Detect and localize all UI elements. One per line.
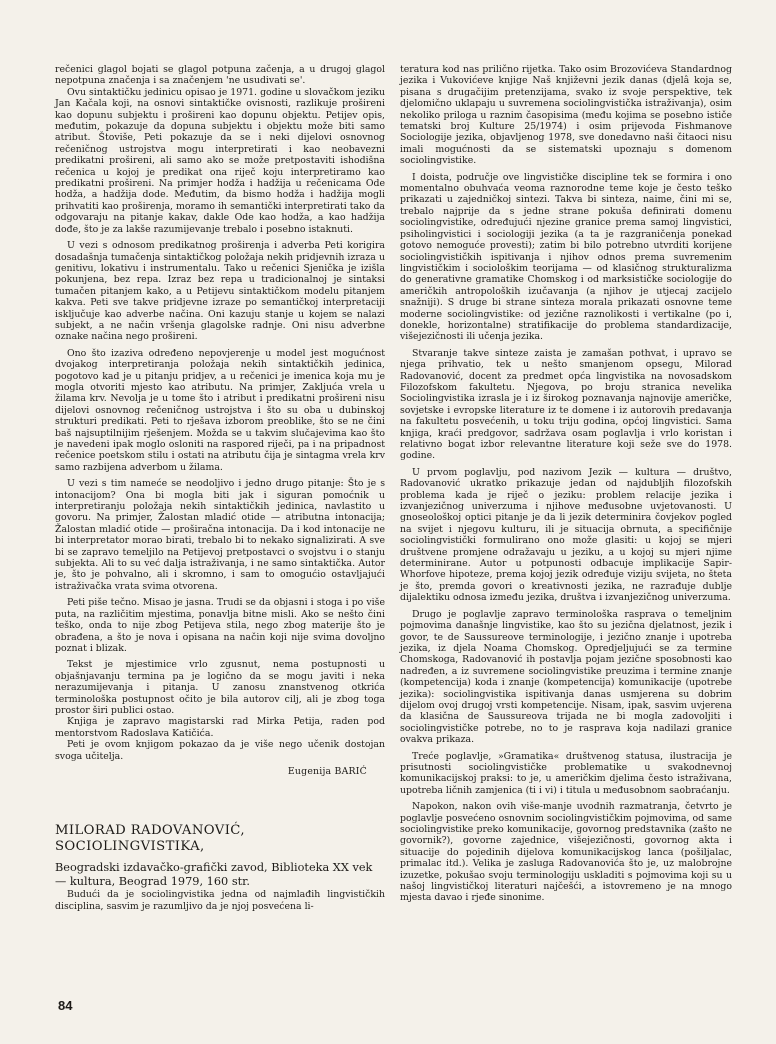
paragraph: Tekst je mjestimice vrlo zgusnut, nema postupnosti u objašnjavanju termina pa je logično da se mogu javiti i neka nerazumijevanja i pitanja. U zanosu znanstvenog otkrića terminološka postupnost očito je bila autorov cilj, ali je zbog toga prostor širi publici ostao. (55, 659, 385, 716)
paragraph: Ono što izaziva određeno nepovjerenje u model jest mogućnost dvojakog interpretiranja položaja nekih sintaktičkih jedinica, pogotovo kad je u pitanju pridjev, a u rečenici je imenica koja mu je mogla otvoriti mjesto kao atributu. Na primjer, Zakljuća vrela u žilama krv. Nevolja je u tome što i atribut i predikatni prošireni nisu dijelovi osnovnog rečeničnog ustrojstva i što su oba u dubinskoj strukturi predikati. Peti to rješava izborom preoblike, što se ne čini baš najsuptilnijim rješenjem. Možda se u takvim slučajevima kao što je navedeni ipak moglo osloniti na raspored riječi, pa i na pripadnost rečenice poetskom stilu i ostati na atributu čija je sintagma vrela krv samo razbijena adverbom u žilama. (55, 347, 385, 473)
paragraph: Ovu sintaktičku jedinicu opisao je 1971. godine u slovačkom jeziku Jan Kačala koji, na osnovi sintaktičke ovisnosti, razlikuje prošireni kao dopunu subjektu i prošireni kao dopunu objektu. Petijev opis, međutim, pokazuje da dopuna subjektu i objektu može biti samo atribut. Štoviše, Peti pokazuje da se i neki dijelovi osnovnog rečeničnog ustrojstva mogu interpretirati i kao neobavezni predikatni prošireni, ali samo ako se može pretpostaviti ishodišna rečenica u kojoj je predikat ona riječ koju interpretiramo kao predikatni prošireni. Na primjer hodža i hadžija u rečenicama Ode hodža, a hadžija dode. Međutim, da bismo hodža i hadžija mogli prihvatiti kao proširenja, moramo ih semantički interpretirati tako da odgovaraju na pitanje kakav, dakle Ode kao hodža, a kao hadžija dođe, što je za lakše razumijevanje trebalo i posebno istaknuti. (55, 86, 385, 235)
page-number: 84 (58, 998, 73, 1013)
paragraph: rečenici glagol bojati se glagol potpuna začenja, a u drugoj glagol nepotpuna značenja i sa značenjem 'ne usudivati se'. (55, 64, 385, 87)
paragraph: Drugo je poglavlje zapravo terminološka rasprava o temeljnim pojmovima današnje lingvistike, kao što su jezična djelatnost, jezik i govor, te de Saussureove terminologije, i jezično znanje i upotreba jezika, iz djela Noama Chomskog. Opredjeljujući se za termine Chomskoga, Radovanović ih postavlja pojam jezične sposobnosti kao nadređen, a iz suvremene sociolingvistike preuzima i termine znanje (kompetencija) koda i znanje (kompetencija) komunikacije (upotrebe jezika): sociolingvistika ispitivanja danas usmjerena su dobrim dijelom ovoj drugoj vrsti kompetencije. Nisam, ipak, sasvim uvjerena da klasična de Saussureova trijada ne bi mogla zadovoljiti i sociolingvističke potrebe, no to je rasprava koja nadilazi granice ovakva prikaza. (400, 608, 732, 746)
paragraph: Budući da je sociolingvistika jedna od najmlađih lingvističkih disciplina, sasvim je razumljivo da je njoj posvećena li- (55, 889, 385, 912)
review-signature: Eugenija BARIĆ (287, 765, 367, 777)
paragraph: Peti piše tečno. Misao je jasna. Trudi se da objasni i stoga i po više puta, na različitim mjestima, ponavlja bitne misli. Ako se nešto čini teško, onda to nije zbog Petijeva stila, nego zbog materije što je obrađena, a što je nova i opisana na način koji nije svima dovoljno poznat i blizak. (55, 597, 385, 654)
left-column (55, 64, 385, 912)
paragraph: U vezi s odnosom predikatnog proširenja i adverba Peti korigira dosadašnja tumačenja sintaktičkog položaja nekih pridjevnih izraza u genitivu, lokativu i instrumentalu. Tako u rečenici Sjenička je izišla pokunjena, bez repa. Izraz bez repa u tradicionalnoj je sintaksi tumačen pitanjem kako, a u Petijevu sintaktičkom modelu pitanjem kakva. Peti sve takve pridjevne izraze po semantičkoj interpretaciji isključuje kao adverbe načina. Oni kazuju stanje u kojem se nalazi subjekt, a ne način vršenja glagolske radnje. Oni nisu adverbne oznake načina nego prošireni. (55, 240, 385, 343)
right-column (400, 64, 732, 904)
paragraph: Napokon, nakon ovih više-manje uvodnih razmatranja, četvrto je poglavlje posvećeno osnovnim sociolingvističkim pojmovima, od same sociolingvistike preko komunikacije, govornog predstavnika (zašto ne govornik?), govorne zajednice, višejezičnosti, govornog akta i situacije do pojedinih dijelova komunikacijskog lanca (pošiljalac, primalac itd.). Velika je zasluga Radovanovića što je, uz malobrojne izuzetke, pokušao svoju terminologiju uskladiti s pojmovima koji su u našoj lingvističkoj literaturi najčešći, a istovremeno je na mnogo mjesta davao i rjeđe sinonime. (400, 801, 732, 904)
review-heading: MILORAD RADOVANOVIĆ, SOCIOLINGVISTIKA, (55, 823, 245, 854)
paragraph: Treće poglavlje, »Gramatika« društvenog statusa, ilustracija je prisutnosti sociolingvističke problematike u svakodnevnoj komunikacijskoj praksi: to je, u američkim djelima često istraživana, upotreba ličnih zamjenica (ti i vi) i titula u međusobnom saobraćanju. (400, 750, 732, 796)
review-publication-info: Beogradski izdavačko-grafički zavod, Biblioteka XX vek — kultura, Beograd 1979, 160 str. (55, 861, 373, 889)
paragraph: teratura kod nas prilično rijetka. Tako osim Brozovićeva Standardnog jezika i Vukovićeve knjige Naš književni jezik danas (djelâ koja se, pisana s drugačijim pretenzijama, svako iz svoje perspektive, tek djelomično uklapaju u suvremena sociolingvistička istraživanja), osim nekoliko priloga u raznim časopisima (među kojima se posebno ističe tematski broj Kulture 25/1974) i osim prijevoda Fishmanove Sociologije jezika, objavljenog 1978, sve donedavno naši čitaoci nisu imali mogućnosti da se sistematski upoznaju s domenom sociolingvistike. (400, 64, 732, 167)
paragraph: U prvom poglavlju, pod nazivom Jezik — kultura — društvo, Radovanović ukratko prikazuje jedan od najdubljih filozofskih problema kada je riječ o jeziku: problem relacije jezika i izvanjezičnog univerzuma i njihove međusobne uvjetovanosti. U gnoseološkoj optici pitanje je da li jezik determinira čovjekov pogled na svijet i njegovu kulturu, ili je situacija obrnuta, a specifičnije sociolingvistički formulirano ono može glasiti: u kojoj se mjeri društvene promjene odražavaju u jeziku, a u kojoj su mjeri njime determinirane. Autor u potpunosti odbacuje implikacije Sapir-Whorfove hipoteze, prema kojoj jezik određuje viziju svijeta, no šteta je što, premda govori o kreativnosti jezika, ne razrađuje dublje dijalektiku odnosa između jezika, društva i izvanjezičnog univerzuma. (400, 466, 732, 604)
paragraph: Stvaranje takve sinteze zaista je zamašan pothvat, i upravo se njega prihvatio, tek u nešto smanjenom opsegu, Milorad Radovanović, docent za predmet opća lingvistika na novosadskom Filozofskom fakultetu. Njegova, po broju stranica nevelika Sociolingvistika izrasla je i iz širokog poznavanja najnovije američke, sovjetske i evropske literature iz te domene i iz autorovih predavanja na fakultetu posvećenih, u toku triju godina, općoj lingvistici. Sama knjiga, kraći predgovor, sadržava osam poglavlja i vrlo koristan i relativno bogat izbor relevantne literature koji seže sve do 1978. godine. (400, 347, 732, 462)
paragraph: I doista, područje ove lingvističke discipline tek se formira i ono momentalno obuhvaća veoma raznorodne teme koje je često teško prikazati u zajedničkoj sintezi. Takva bi sinteza, naime, čini mi se, trebalo najprije da s jedne strane pokuša definirati domenu sociolingvistike, određujući njezine granice prema samoj lingvistici, psiholingvistici i sociologiji jezika (a ta je razgraničenja ponekad gotovo nemoguće provesti); zatim bi bilo potrebno utvrditi korijene sociolingvističkih ispitivanja i njihov odnos prema suvremenim lingvističkim i sociološkim teorijama — od klasičnog strukturalizma do generativne gramatike Chomskog i od marksističke sociologije do američkih antropoloških izučavanja (a njihov je utjecaj zacijelo snažniji). S druge bi strane sinteza morala prikazati osnovne teme moderne sociolingvistike: od jezične raznolikosti i vertikalne (po i, donekle, horizontalne) stratifikacije do problema standardizacije, višejezičnosti ili učenja jezika. (400, 171, 732, 343)
paragraph: Knjiga je zapravo magistarski rad Mirka Petija, raden pod mentorstvom Radoslava Katičića. (55, 716, 385, 739)
paragraph: Peti je ovom knjigom pokazao da je više nego učenik dostojan svoga učitelja. (55, 739, 385, 762)
paragraph: U vezi s tim nameće se neodoljivo i jedno drugo pitanje: Što je s intonacijom? Ona bi mogla biti jak i siguran pomoćnik u interpretiranju položaja nekih sintaktičkih jedinica, navlastito u govoru. Na primjer, Žalostan mladić otide — atributna intonacija; Žalostan mladić otide — proširačna intonacija. Da i kod intonacije ne bi interpretator morao birati, trebalo bi to nekako signalizirati. A sve bi se zapravo temeljilo na Petijevoj pretpostavci o svojstvu i o stanju subjekta. Ali to su već dalja istraživanja, i ne samo sintaktička. Autor je, što je pohvalno, ali i skromno, i sam to omogućio ostavljajući istraživačka vrata svima otvorena. (55, 478, 385, 592)
